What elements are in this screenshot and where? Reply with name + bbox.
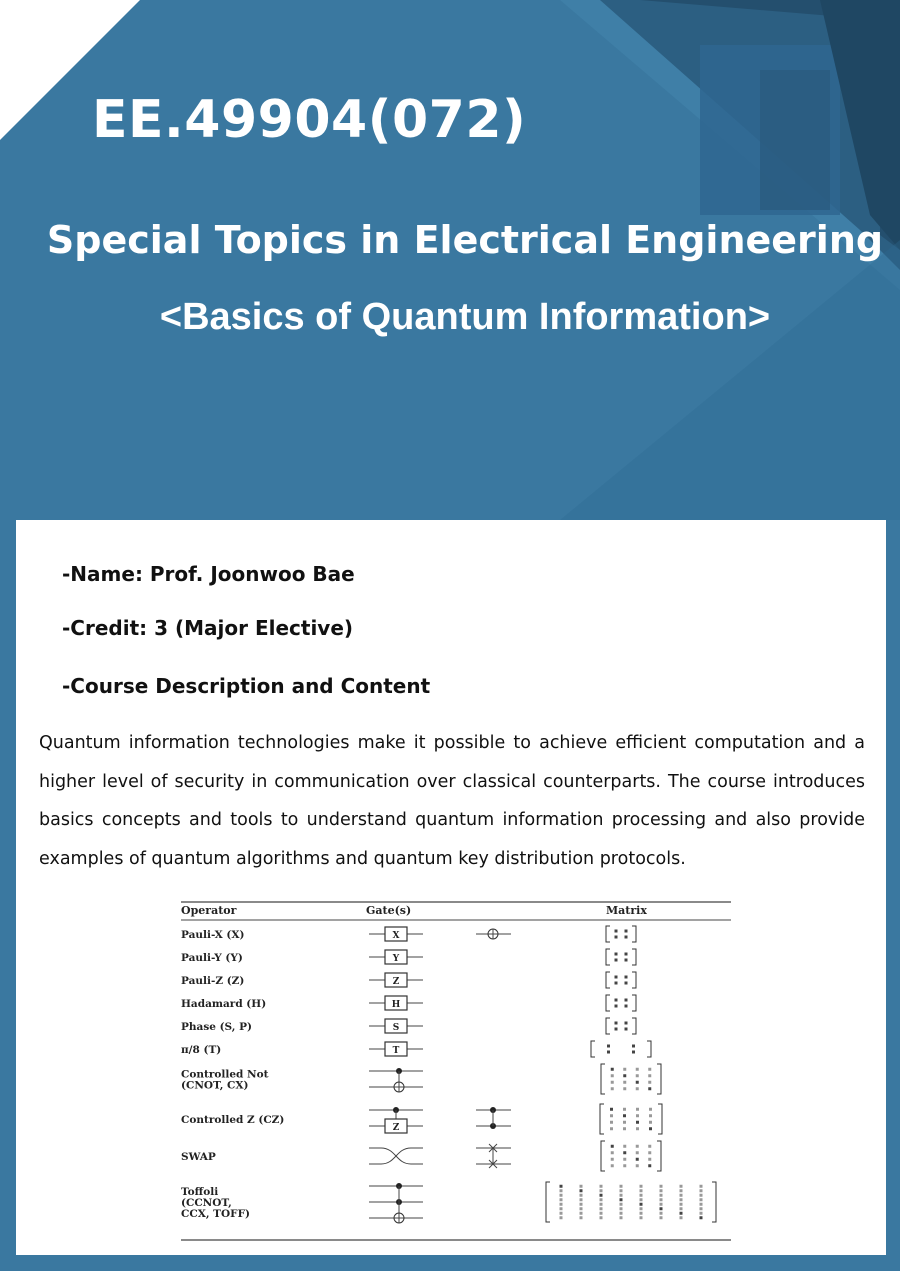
matrix-entry (615, 999, 618, 1002)
matrix-swap-entry (648, 1145, 651, 1148)
matrix-cz-entry (623, 1121, 626, 1124)
matrix-toffoli-bracket-left (546, 1182, 550, 1222)
matrix-cnot-entry (611, 1081, 614, 1084)
matrix-toffoli-entry (620, 1216, 623, 1219)
matrix-toffoli-entry (600, 1194, 603, 1197)
matrix-swap-bracket-left (601, 1141, 605, 1171)
matrix-toffoli-entry (700, 1212, 703, 1215)
matrix-toffoli-entry (700, 1198, 703, 1201)
operator-label: (CNOT, CX) (181, 1079, 249, 1092)
course-info-card (16, 520, 886, 1255)
matrix-toffoli-entry (680, 1198, 683, 1201)
matrix-toffoli-entry (660, 1207, 663, 1210)
matrix-toffoli-entry (600, 1198, 603, 1201)
matrix-cnot-entry (623, 1081, 626, 1084)
matrix-bracket-right (632, 995, 636, 1011)
matrix-cnot-entry (611, 1074, 614, 1077)
matrix-swap-entry (636, 1151, 639, 1154)
matrix-swap-entry (623, 1151, 626, 1154)
matrix-entry (615, 982, 618, 985)
gate-label: X (392, 931, 400, 941)
matrix-cz-entry (649, 1127, 652, 1130)
matrix-swap-entry (636, 1164, 639, 1167)
matrix-toffoli-entry (560, 1207, 563, 1210)
matrix-cz-entry (623, 1108, 626, 1111)
matrix-toffoli-entry (580, 1207, 583, 1210)
matrix-toffoli-entry (660, 1194, 663, 1197)
operator-label: Controlled Z (CZ) (181, 1114, 285, 1126)
matrix-cnot-entry (648, 1087, 651, 1090)
matrix-cz-entry (636, 1127, 639, 1130)
operator-label: Pauli-Z (Z) (181, 975, 245, 987)
matrix-cnot-entry (636, 1081, 639, 1084)
matrix-entry (615, 953, 618, 956)
matrix-entry (607, 1051, 610, 1054)
matrix-entry (615, 930, 618, 933)
matrix-swap-entry (611, 1151, 614, 1154)
matrix-cz-entry (610, 1114, 613, 1117)
operator-label: Controlled Not (181, 1068, 269, 1081)
quantum-gates-table (171, 898, 731, 1243)
matrix-toffoli-entry (560, 1198, 563, 1201)
matrix-toffoli-entry (660, 1216, 663, 1219)
matrix-toffoli-entry (620, 1203, 623, 1206)
matrix-toffoli-entry (640, 1194, 643, 1197)
matrix-swap-entry (648, 1164, 651, 1167)
matrix-toffoli-entry (700, 1185, 703, 1188)
matrix-toffoli-entry (600, 1203, 603, 1206)
operator-label: (CCNOT, (181, 1197, 232, 1209)
matrix-swap-entry (648, 1151, 651, 1154)
matrix-cz-bracket-right (658, 1104, 662, 1134)
matrix-entry (615, 1005, 618, 1008)
matrix-bracket-left (606, 926, 610, 942)
matrix-bracket-right (632, 1018, 636, 1034)
matrix-toffoli-bracket-right (712, 1182, 716, 1222)
matrix-cz-entry (636, 1114, 639, 1117)
credit-info: -Credit: 3 (Major Elective) (62, 616, 354, 640)
matrix-toffoli-entry (620, 1185, 623, 1188)
matrix-entry (625, 953, 628, 956)
operator-label: Phase (S, P) (181, 1021, 252, 1033)
gate-label: Y (392, 954, 400, 964)
matrix-toffoli-entry (560, 1185, 563, 1188)
matrix-cnot-entry (648, 1074, 651, 1077)
matrix-toffoli-entry (640, 1185, 643, 1188)
operator-label: CCX, TOFF) (181, 1208, 251, 1220)
matrix-swap-entry (623, 1158, 626, 1161)
matrix-swap-entry (611, 1158, 614, 1161)
matrix-entry (625, 1022, 628, 1025)
operator-label: Hadamard (H) (181, 998, 267, 1010)
matrix-entry (607, 1045, 610, 1048)
matrix-cnot-entry (636, 1068, 639, 1071)
gate-label: T (392, 1046, 400, 1056)
course-title: Special Topics in Electrical Engineering (46, 218, 884, 262)
matrix-entry (632, 1051, 635, 1054)
matrix-toffoli-entry (680, 1216, 683, 1219)
header-operator: Operator (181, 904, 237, 917)
matrix-toffoli-entry (600, 1189, 603, 1192)
matrix-swap-entry (636, 1158, 639, 1161)
matrix-cz-entry (636, 1121, 639, 1124)
gate-label: Z (392, 977, 400, 987)
matrix-entry (625, 1028, 628, 1031)
matrix-toffoli-entry (700, 1207, 703, 1210)
matrix-bracket-left (606, 949, 610, 965)
gate-label: Z (392, 1123, 400, 1133)
matrix-toffoli-entry (620, 1198, 623, 1201)
matrix-toffoli-entry (680, 1194, 683, 1197)
matrix-toffoli-entry (560, 1189, 563, 1192)
matrix-cnot-entry (611, 1068, 614, 1071)
course-description: Quantum information technologies make it possible to achieve efficient computation and a higher level of security in communication over classical counterparts. The course introduces basics concepts and tools to understand quantum information processing and also provide examples of quantum algorithms and quantum key distribution protocols. (39, 733, 865, 869)
matrix-toffoli-entry (640, 1198, 643, 1201)
matrix-toffoli-entry (640, 1216, 643, 1219)
matrix-cnot-entry (611, 1087, 614, 1090)
matrix-swap-entry (623, 1164, 626, 1167)
matrix-cz-entry (623, 1114, 626, 1117)
swap-curve (381, 1148, 411, 1164)
matrix-toffoli-entry (640, 1207, 643, 1210)
matrix-toffoli-entry (580, 1194, 583, 1197)
operator-label: Pauli-X (X) (181, 929, 245, 941)
matrix-toffoli-entry (680, 1207, 683, 1210)
matrix-bracket-left (606, 1018, 610, 1034)
matrix-entry (625, 999, 628, 1002)
matrix-toffoli-entry (660, 1189, 663, 1192)
matrix-cz-entry (649, 1121, 652, 1124)
matrix-swap-bracket-right (657, 1141, 661, 1171)
matrix-cnot-entry (636, 1087, 639, 1090)
matrix-toffoli-entry (680, 1212, 683, 1215)
matrix-toffoli-entry (680, 1203, 683, 1206)
matrix-bracket-left (591, 1041, 595, 1057)
gate-label: H (391, 1000, 401, 1010)
matrix-toffoli-entry (620, 1194, 623, 1197)
matrix-toffoli-entry (600, 1185, 603, 1188)
matrix-bracket-right (632, 949, 636, 965)
matrix-bracket-left (606, 972, 610, 988)
matrix-swap-entry (611, 1164, 614, 1167)
matrix-toffoli-entry (560, 1216, 563, 1219)
matrix-toffoli-entry (660, 1212, 663, 1215)
matrix-swap-entry (636, 1145, 639, 1148)
matrix-bracket-right (632, 926, 636, 942)
matrix-toffoli-entry (560, 1194, 563, 1197)
operator-label: SWAP (181, 1151, 216, 1163)
matrix-entry (615, 1028, 618, 1031)
matrix-toffoli-entry (600, 1212, 603, 1215)
matrix-toffoli-entry (580, 1212, 583, 1215)
matrix-toffoli-entry (640, 1212, 643, 1215)
operator-label: Toffoli (181, 1186, 219, 1198)
matrix-swap-entry (611, 1145, 614, 1148)
matrix-toffoli-entry (580, 1189, 583, 1192)
matrix-toffoli-entry (660, 1185, 663, 1188)
matrix-cnot-bracket-right (657, 1064, 661, 1094)
matrix-entry (615, 959, 618, 962)
matrix-entry (625, 982, 628, 985)
matrix-cnot-entry (623, 1087, 626, 1090)
matrix-entry (625, 976, 628, 979)
matrix-toffoli-entry (560, 1203, 563, 1206)
matrix-entry (625, 1005, 628, 1008)
matrix-toffoli-entry (640, 1189, 643, 1192)
header-matrix: Matrix (606, 904, 647, 917)
matrix-toffoli-entry (660, 1203, 663, 1206)
matrix-cz-entry (610, 1121, 613, 1124)
matrix-toffoli-entry (620, 1207, 623, 1210)
matrix-cz-bracket-left (600, 1104, 604, 1134)
matrix-toffoli-entry (640, 1203, 643, 1206)
matrix-toffoli-entry (680, 1185, 683, 1188)
matrix-toffoli-entry (620, 1189, 623, 1192)
matrix-toffoli-entry (580, 1185, 583, 1188)
matrix-cz-entry (610, 1127, 613, 1130)
matrix-bracket-left (606, 995, 610, 1011)
matrix-entry (625, 930, 628, 933)
matrix-cnot-entry (623, 1074, 626, 1077)
matrix-toffoli-entry (600, 1207, 603, 1210)
matrix-cz-entry (636, 1108, 639, 1111)
course-code: EE.49904(072) (92, 90, 527, 150)
matrix-cnot-bracket-left (601, 1064, 605, 1094)
matrix-toffoli-entry (700, 1194, 703, 1197)
matrix-entry (615, 1022, 618, 1025)
matrix-toffoli-entry (700, 1203, 703, 1206)
matrix-toffoli-entry (660, 1198, 663, 1201)
description-heading: -Course Description and Content (62, 674, 431, 698)
matrix-toffoli-entry (700, 1216, 703, 1219)
matrix-swap-entry (623, 1145, 626, 1148)
course-subtitle: <Basics of Quantum Information> (159, 296, 771, 338)
matrix-toffoli-entry (620, 1212, 623, 1215)
matrix-toffoli-entry (680, 1189, 683, 1192)
matrix-entry (615, 936, 618, 939)
matrix-bracket-right (647, 1041, 651, 1057)
matrix-cnot-entry (636, 1074, 639, 1077)
matrix-cz-entry (623, 1127, 626, 1130)
matrix-entry (632, 1045, 635, 1048)
matrix-toffoli-entry (560, 1212, 563, 1215)
matrix-bracket-right (632, 972, 636, 988)
header-gates: Gate(s) (366, 904, 412, 917)
matrix-swap-entry (648, 1158, 651, 1161)
matrix-cz-entry (610, 1108, 613, 1111)
professor-name: -Name: Prof. Joonwoo Bae (62, 562, 355, 586)
matrix-entry (625, 936, 628, 939)
matrix-entry (615, 976, 618, 979)
matrix-cnot-entry (648, 1068, 651, 1071)
matrix-cnot-entry (648, 1081, 651, 1084)
matrix-entry (625, 959, 628, 962)
matrix-cnot-entry (623, 1068, 626, 1071)
matrix-toffoli-entry (700, 1189, 703, 1192)
operator-label: π/8 (T) (181, 1044, 222, 1056)
matrix-cz-entry (649, 1114, 652, 1117)
matrix-toffoli-entry (580, 1203, 583, 1206)
matrix-toffoli-entry (580, 1198, 583, 1201)
quantum-gates-figure (171, 898, 731, 1243)
matrix-toffoli-entry (600, 1216, 603, 1219)
gate-label: S (392, 1023, 400, 1033)
matrix-toffoli-entry (580, 1216, 583, 1219)
operator-label: Pauli-Y (Y) (181, 952, 243, 964)
matrix-cz-entry (649, 1108, 652, 1111)
